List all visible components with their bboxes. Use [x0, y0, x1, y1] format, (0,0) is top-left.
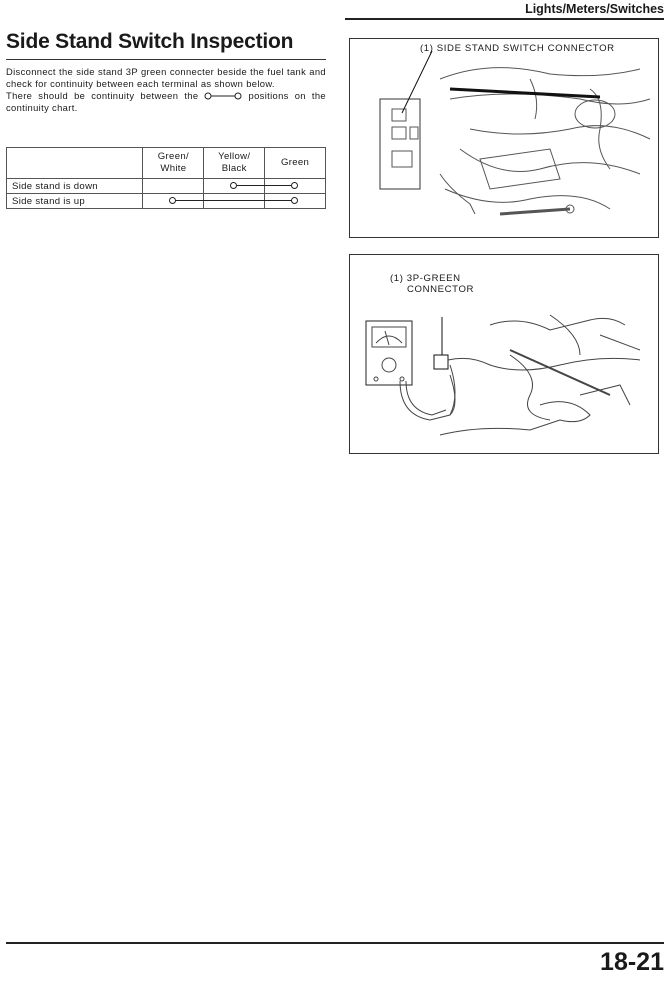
table-row	[7, 194, 326, 209]
figure-2-caption	[390, 273, 474, 295]
header-rule	[345, 18, 664, 20]
instruction-text	[6, 66, 326, 114]
figure-2-caption-line-1: (1) 3P-GREEN	[390, 273, 461, 284]
section-title: Side Stand Switch Inspection	[6, 30, 294, 53]
continuity-header-row	[7, 148, 326, 179]
empty-header-cell	[7, 148, 143, 179]
column-header-green-white: Green/ White	[143, 148, 204, 179]
cell	[204, 179, 265, 194]
instruction-paragraph-2-start: There should be continuity between the	[6, 90, 205, 101]
green-connector-test-figure	[349, 254, 659, 454]
side-stand-connector-figure	[349, 38, 659, 238]
continuity-chart	[6, 147, 326, 209]
instruction-paragraph-1: Disconnect the side stand 3P green connecter beside the fuel tank and check for continuity between each terminal as shown below.	[6, 66, 326, 89]
section-title-rule	[6, 59, 326, 60]
row-label-stand-up: Side stand is up	[7, 194, 143, 209]
table-row	[7, 179, 326, 194]
column-header-green: Green	[265, 148, 326, 179]
instruction-paragraph-2-end: positions on the continuity chart.	[6, 90, 326, 113]
page-number: 18-21	[600, 948, 664, 976]
cell	[265, 194, 326, 209]
cell	[143, 179, 204, 194]
row-label-stand-down: Side stand is down	[7, 179, 143, 194]
figure-1-caption: (1) SIDE STAND SWITCH CONNECTOR	[420, 43, 615, 54]
motorcycle-wiring-illustration	[350, 39, 658, 237]
cell	[204, 194, 265, 209]
cell	[143, 194, 204, 209]
continuity-symbol-icon	[204, 92, 242, 100]
figure-2-caption-line-2: CONNECTOR	[407, 284, 475, 295]
cell	[265, 179, 326, 194]
column-header-yellow-black: Yellow/ Black	[204, 148, 265, 179]
running-header-title: Lights/Meters/Switches	[525, 2, 664, 16]
footer-rule	[6, 942, 664, 944]
